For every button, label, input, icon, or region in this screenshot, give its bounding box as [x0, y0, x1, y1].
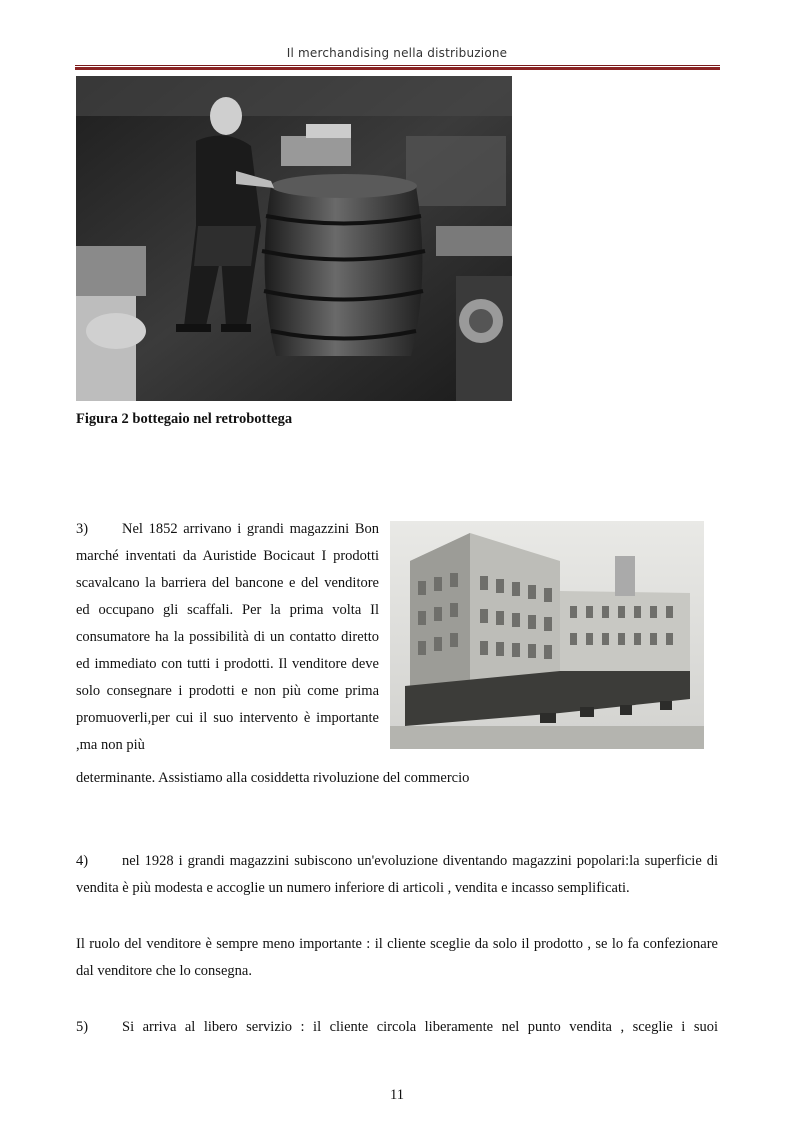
section-3-continuation: determinante. Assistiamo alla cosiddetta rivoluzione del commercio	[76, 770, 470, 786]
section-4-number: 4)	[76, 853, 89, 869]
section-3-number: 3)	[76, 521, 89, 537]
workshop-photo	[76, 76, 512, 401]
section-4-text: nel 1928 i grandi magazzini subiscono un'evoluzione diventando magazzini popolari:la superficie di vendita è più modesta e accoglie un numero inferiore di articoli , vendita e incasso semplificati.	[76, 853, 718, 896]
header-rule-thin	[75, 65, 720, 66]
section-4-paragraph-2: Il ruolo del venditore è sempre meno importante : il cliente sceglie da solo il prodotto , se lo fa confezionare dal venditore che lo consegna.	[76, 936, 718, 979]
bon-marche-photo	[390, 521, 704, 749]
section-3-text: Nel 1852 arrivano i grandi magazzini Bon marché inventati da Auristide Bocicaut I prodotti scavalcano la barriera del bancone e del venditore ed occupano gli scaffali. Per la prima volta Il consumatore ha la possibilità di un contatto diretto ed immediato con tutti i prodotti. Il venditore deve solo consegnare i prodotti e non più come prima promuoverli,per cui il suo intervento è importante ,ma non più	[76, 521, 379, 753]
section-4-paragraph	[76, 848, 718, 902]
section-3-paragraph	[76, 516, 379, 759]
section-5-text: Si arriva al libero servizio : il cliente circola liberamente nel punto vendita , sceglie i suoi	[122, 1019, 718, 1035]
header-rule-thick	[75, 67, 720, 70]
section-5-number: 5)	[76, 1019, 89, 1035]
figure-caption: Figura 2 bottegaio nel retrobottega	[76, 411, 293, 427]
section-5-paragraph	[76, 1014, 718, 1041]
running-header-title: Il merchandising nella distribuzione	[286, 46, 508, 60]
page-number: 11	[390, 1087, 404, 1103]
